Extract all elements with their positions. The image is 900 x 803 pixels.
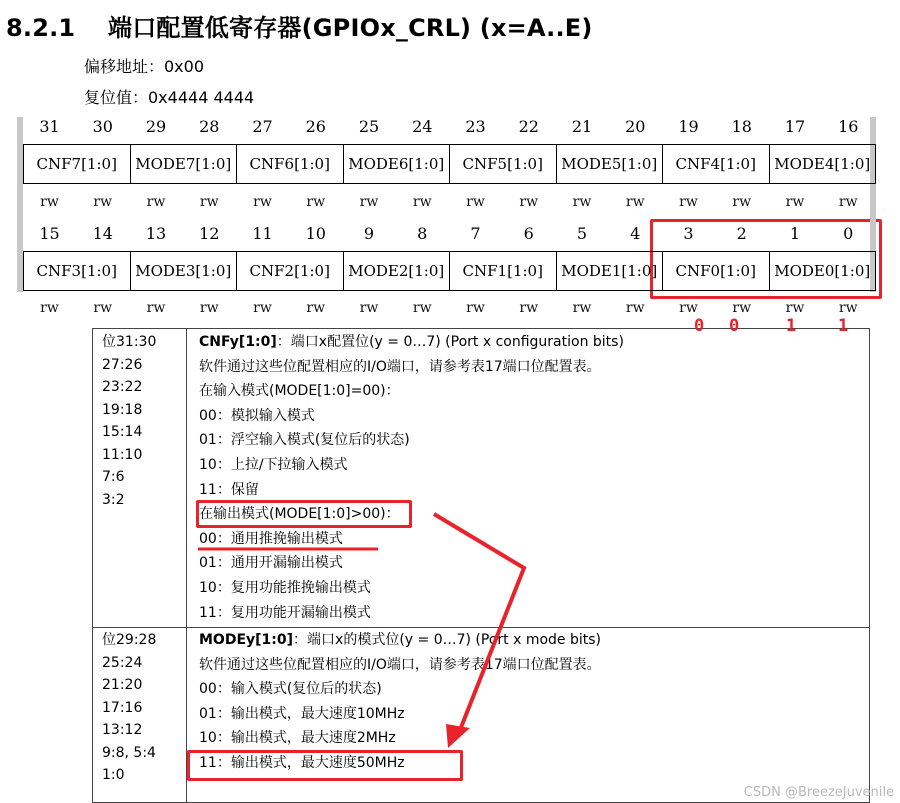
cnf-description-line: 10：复用功能推挽输出模式 xyxy=(199,579,371,596)
low-register-field-cell: MODE3[1:0] xyxy=(130,251,238,291)
mode-bit-position: 17:16 xyxy=(102,699,143,716)
high-register-bit-number: 25 xyxy=(358,117,380,136)
cnf-description-line: 在输出模式(MODE[1:0]>00)： xyxy=(199,506,400,523)
mode-bit-position: 位29:28 xyxy=(102,632,157,648)
cnf-description-line: 01：通用开漏输出模式 xyxy=(199,555,343,572)
low-register-access-label: rw xyxy=(785,300,805,316)
high-register-bit-number: 19 xyxy=(678,117,699,136)
high-register-access-label: rw xyxy=(412,194,432,210)
low-register-bit-number: 3 xyxy=(683,224,694,243)
low-register-access-label: rw xyxy=(359,300,379,316)
high-register-access-label: rw xyxy=(253,194,272,210)
low-register-field-cell: MODE0[1:0] xyxy=(769,251,877,291)
low-register-bit-number: 4 xyxy=(630,224,641,243)
low-register-bit-number: 13 xyxy=(145,224,167,243)
cnf-description-line: 00：通用推挽输出模式 xyxy=(199,530,343,547)
low-register-bit-number: 0 xyxy=(843,224,854,243)
high-register-field-cell: CNF4[1:0] xyxy=(662,144,770,184)
low-register-access-label: rw xyxy=(679,300,698,316)
low-register-access-label: rw xyxy=(306,300,326,316)
high-register-bit-number: 28 xyxy=(199,117,220,136)
low-register-access-label: rw xyxy=(572,300,592,316)
mode-bit-position: 13:12 xyxy=(102,722,143,738)
mode-field-title: ：端口x的模式位(y = 0…7) (Port x mode bits) xyxy=(293,632,601,648)
mode-description-line: 11：输出模式，最大速度50MHz xyxy=(199,754,405,771)
low-register-bit-number: 7 xyxy=(470,224,481,243)
high-register-bit-number: 29 xyxy=(145,117,167,136)
high-register-access-label: rw xyxy=(40,194,59,210)
cnf-bit-position: 7:6 xyxy=(102,469,125,485)
high-register-field-cell: CNF6[1:0] xyxy=(236,144,344,184)
cnf-bit-position: 位31:30 xyxy=(102,334,157,350)
annotation-digit: 1 xyxy=(838,316,849,336)
high-register-bit-number: 18 xyxy=(731,117,752,136)
cnf-bit-position: 19:18 xyxy=(102,401,143,418)
reset-value: 复位值：0x4444 4444 xyxy=(84,88,255,107)
cnf-bit-position: 27:26 xyxy=(102,356,143,373)
low-register-bit-number: 1 xyxy=(789,224,801,243)
mode-description-line: 00：输入模式(复位后的状态) xyxy=(199,681,382,698)
high-register-bit-number: 16 xyxy=(838,117,859,136)
high-register-bit-number: 21 xyxy=(571,117,593,136)
high-register-bit-number: 31 xyxy=(39,117,60,136)
high-register-bit-number: 24 xyxy=(412,117,433,136)
low-register-field-cell: CNF1[1:0] xyxy=(449,251,557,291)
high-register-access-label: rw xyxy=(199,194,219,210)
cnf-description-line: 10：上拉/下拉输入模式 xyxy=(199,456,348,473)
offset-address: 偏移地址：0x00 xyxy=(84,57,205,76)
low-register-access-label: rw xyxy=(732,300,752,316)
high-register-access-label: rw xyxy=(785,194,805,210)
arrow-shaft xyxy=(434,514,524,735)
cnf-description-line: 软件通过这些位配置相应的I/O端口，请参考表17端口位配置表。 xyxy=(199,358,601,375)
high-register-field-cell: CNF7[1:0] xyxy=(23,144,131,184)
low-register-access-label: rw xyxy=(40,300,59,316)
high-register-bit-number: 17 xyxy=(784,117,806,136)
low-register-bit-number: 5 xyxy=(576,224,588,243)
high-register-access-label: rw xyxy=(732,194,752,210)
low-register-access-label: rw xyxy=(625,300,645,316)
low-register-field-cell: CNF2[1:0] xyxy=(236,251,344,291)
high-register-access-label: rw xyxy=(93,194,113,210)
low-register-field-cell: CNF3[1:0] xyxy=(23,251,131,291)
high-register-bit-number: 26 xyxy=(305,117,326,136)
high-register-access-label: rw xyxy=(679,194,698,210)
cnf-bit-position: 23:22 xyxy=(102,379,143,395)
section-number: 8.2.1 xyxy=(6,14,76,42)
high-register-access-label: rw xyxy=(519,194,539,210)
cnf-description-line: 11：保留 xyxy=(199,481,259,498)
mode-description-line: 10：输出模式，最大速度2MHz xyxy=(199,730,396,747)
mode-field-name: MODEy[1:0] xyxy=(199,632,294,648)
low-register-bit-number: 9 xyxy=(363,224,375,243)
high-register-access-label: rw xyxy=(359,194,379,210)
low-register-access-label: rw xyxy=(146,300,166,316)
low-register-access-label: rw xyxy=(199,300,219,316)
high-register-access-label: rw xyxy=(146,194,166,210)
cnf-field-name: CNFy[1:0] xyxy=(199,334,277,350)
low-register-access-label: rw xyxy=(466,300,485,316)
low-register-bit-number: 10 xyxy=(305,224,326,243)
cnf-bit-position: 11:10 xyxy=(102,446,143,463)
mode-bit-position: 21:20 xyxy=(102,677,143,693)
low-register-field-cell: MODE1[1:0] xyxy=(556,251,664,291)
low-register-access-label: rw xyxy=(519,300,539,316)
low-register-field-cell: MODE2[1:0] xyxy=(343,251,451,291)
low-register-access-label: rw xyxy=(838,300,858,316)
mode-description-line: 软件通过这些位配置相应的I/O端口，请参考表17端口位配置表。 xyxy=(199,656,601,673)
low-register-bit-number: 11 xyxy=(252,224,273,243)
annotation-digit: 1 xyxy=(786,316,797,336)
cnf-bit-position: 3:2 xyxy=(102,491,125,508)
high-register-access-label: rw xyxy=(572,194,592,210)
low-register-access-label: rw xyxy=(253,300,272,316)
mode-bit-position: 9:8, 5:4 xyxy=(102,744,156,761)
high-register-bit-number: 23 xyxy=(465,117,486,136)
low-register-bit-number: 15 xyxy=(39,224,60,243)
mode-bit-position: 1:0 xyxy=(102,767,125,783)
low-register-access-label: rw xyxy=(412,300,432,316)
annotation-digit: 0 xyxy=(729,316,740,336)
mode-bit-position: 25:24 xyxy=(102,654,143,671)
high-register-field-cell: CNF5[1:0] xyxy=(449,144,557,184)
cnf-bit-position: 15:14 xyxy=(102,424,143,440)
section-title: 端口配置低寄存器(GPIOx_CRL) (x=A..E) xyxy=(108,14,593,42)
arrow-head xyxy=(446,724,470,748)
high-register-field-cell: MODE5[1:0] xyxy=(556,144,664,184)
high-register-access-label: rw xyxy=(306,194,326,210)
watermark: CSDN @BreezeJuvenile xyxy=(743,785,894,800)
low-register-access-label: rw xyxy=(93,300,113,316)
mode-description-line: 01：输出模式，最大速度10MHz xyxy=(199,705,405,722)
annotation-digit: 0 xyxy=(694,316,705,336)
high-register-field-cell: MODE6[1:0] xyxy=(343,144,451,184)
high-register-bit-number: 20 xyxy=(625,117,646,136)
high-register-bit-number: 22 xyxy=(518,117,539,136)
cnf-description-line: 11：复用功能开漏输出模式 xyxy=(199,604,371,621)
high-register-bit-number: 30 xyxy=(92,117,113,136)
high-register-access-label: rw xyxy=(838,194,858,210)
high-register-field-cell: MODE4[1:0] xyxy=(769,144,877,184)
low-register-field-cell: CNF0[1:0] xyxy=(662,251,770,291)
cnf-description-line: 01：浮空输入模式(复位后的状态) xyxy=(199,432,410,449)
cnf-description-line: 00：模拟输入模式 xyxy=(199,407,315,424)
low-register-bit-number: 14 xyxy=(92,224,113,243)
cnf-field-title: ：端口x配置位(y = 0…7) (Port x configuration bits) xyxy=(276,334,624,350)
low-register-bit-number: 2 xyxy=(736,224,747,243)
low-register-bit-number: 12 xyxy=(199,224,220,243)
high-register-access-label: rw xyxy=(625,194,645,210)
high-register-field-cell: MODE7[1:0] xyxy=(130,144,238,184)
high-register-bit-number: 27 xyxy=(252,117,273,136)
cnf-description-line: 在输入模式(MODE[1:0]=00)： xyxy=(199,383,400,400)
high-register-access-label: rw xyxy=(466,194,485,210)
low-register-bit-number: 8 xyxy=(417,224,428,243)
low-register-bit-number: 6 xyxy=(523,224,534,243)
